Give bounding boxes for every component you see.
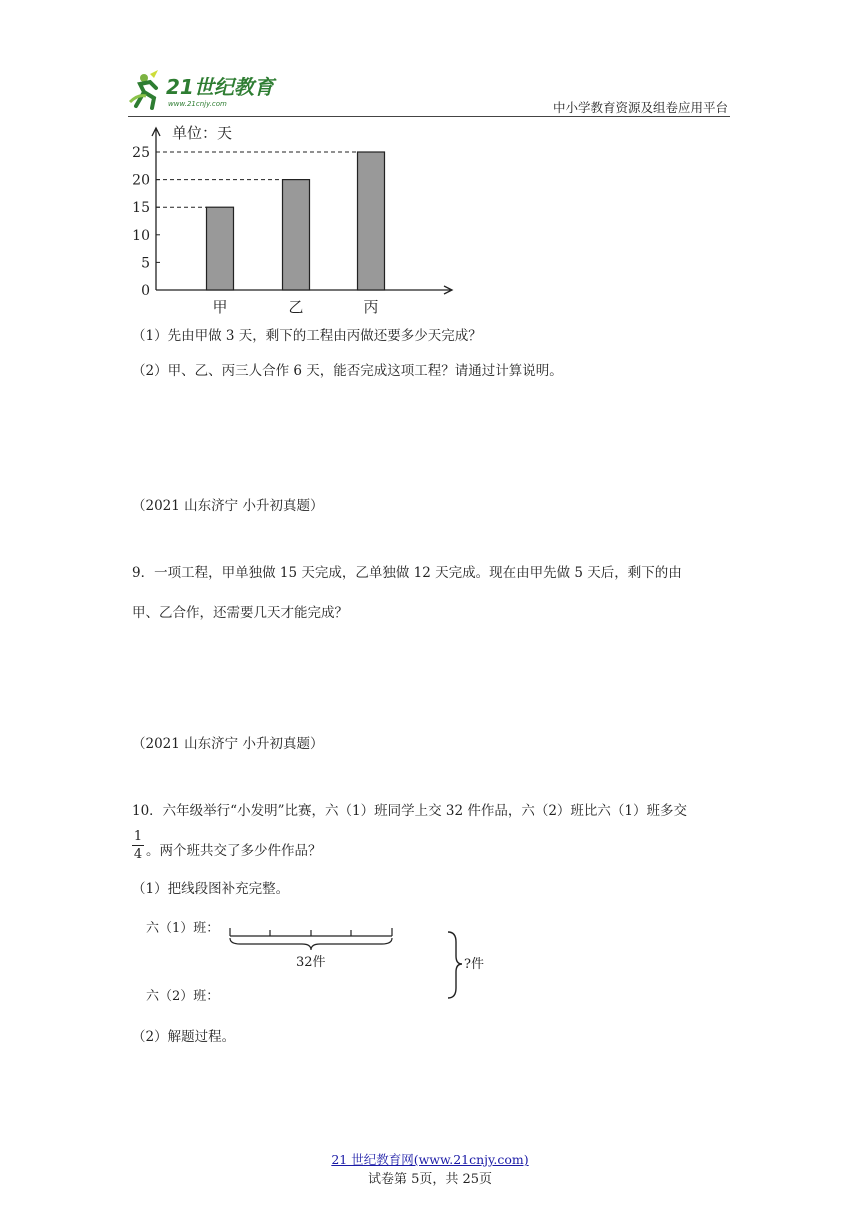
x-category-label: 丙 — [363, 298, 379, 316]
x-category-label: 甲 — [212, 298, 228, 316]
site-logo — [128, 66, 288, 116]
fraction-numerator: 1 — [133, 829, 143, 844]
fraction-one-quarter — [132, 829, 144, 862]
q9-text-line2: 甲、乙合作，还需要几天才能完成？ — [132, 605, 348, 621]
y-tick-label: 10 — [132, 227, 150, 244]
class1-label: 六（1）班： — [146, 921, 220, 936]
bar-3 — [358, 152, 385, 290]
y-tick-label: 25 — [132, 145, 150, 161]
segment-diagram — [130, 912, 510, 1012]
bar-chart — [120, 118, 470, 318]
fraction-bar — [132, 845, 144, 846]
q8-part2: （2）甲、乙、丙三人合作 6 天，能否完成这项工程？请通过计算说明。 — [132, 363, 563, 379]
header-divider — [128, 116, 730, 117]
segment-ticks — [230, 928, 392, 936]
page-number: 试卷第 5页，共 25页 — [367, 1172, 493, 1187]
chart-unit-label: 单位：天 — [172, 124, 233, 142]
y-tick-label: 15 — [132, 200, 150, 217]
q10-part1: （1）把线段图补充完整。 — [132, 881, 290, 897]
runner-icon — [130, 70, 158, 108]
header-platform-name: 中小学教育资源及组卷应用平台 — [552, 100, 728, 115]
logo-text: 21世纪教育 — [166, 75, 274, 99]
q10-text-line2: 。两个班共交了多少件作品？ — [146, 843, 322, 859]
logo-url: www.21cnjy.com — [168, 100, 227, 108]
footer-link[interactable]: 21 世纪教育网(www.21cnjy.com) — [331, 1152, 529, 1167]
q10-source: （2021 山东济宁 小升初真题） — [132, 736, 324, 752]
class1-total: 32件 — [296, 955, 326, 970]
fraction-denominator: 4 — [133, 847, 143, 862]
q9-source: （2021 山东济宁 小升初真题） — [132, 498, 324, 514]
q10-part2: （2）解题过程。 — [132, 1029, 236, 1045]
q9-text-line1: 9．一项工程，甲单独做 15 天完成，乙单独做 12 天完成。现在由甲先做 5 天后，剩下的由 — [132, 565, 682, 581]
bar-1 — [207, 207, 234, 290]
under-brace — [230, 938, 392, 950]
class2-label: 六（2）班： — [146, 989, 220, 1004]
y-tick-label: 5 — [141, 255, 150, 272]
q8-part1: （1）先由甲做 3 天，剩下的工程由丙做还要多少天完成？ — [132, 328, 482, 344]
q10-text-line1: 10．六年级举行“小发明”比赛，六（1）班同学上交 32 件作品，六（2）班比六（1）班多交 — [132, 803, 688, 819]
y-tick-label: 0 — [141, 283, 150, 299]
x-category-label: 乙 — [288, 298, 304, 316]
bar-2 — [283, 180, 310, 290]
y-tick-label: 20 — [132, 172, 150, 189]
total-question: ?件 — [464, 957, 484, 972]
right-brace — [448, 932, 462, 998]
